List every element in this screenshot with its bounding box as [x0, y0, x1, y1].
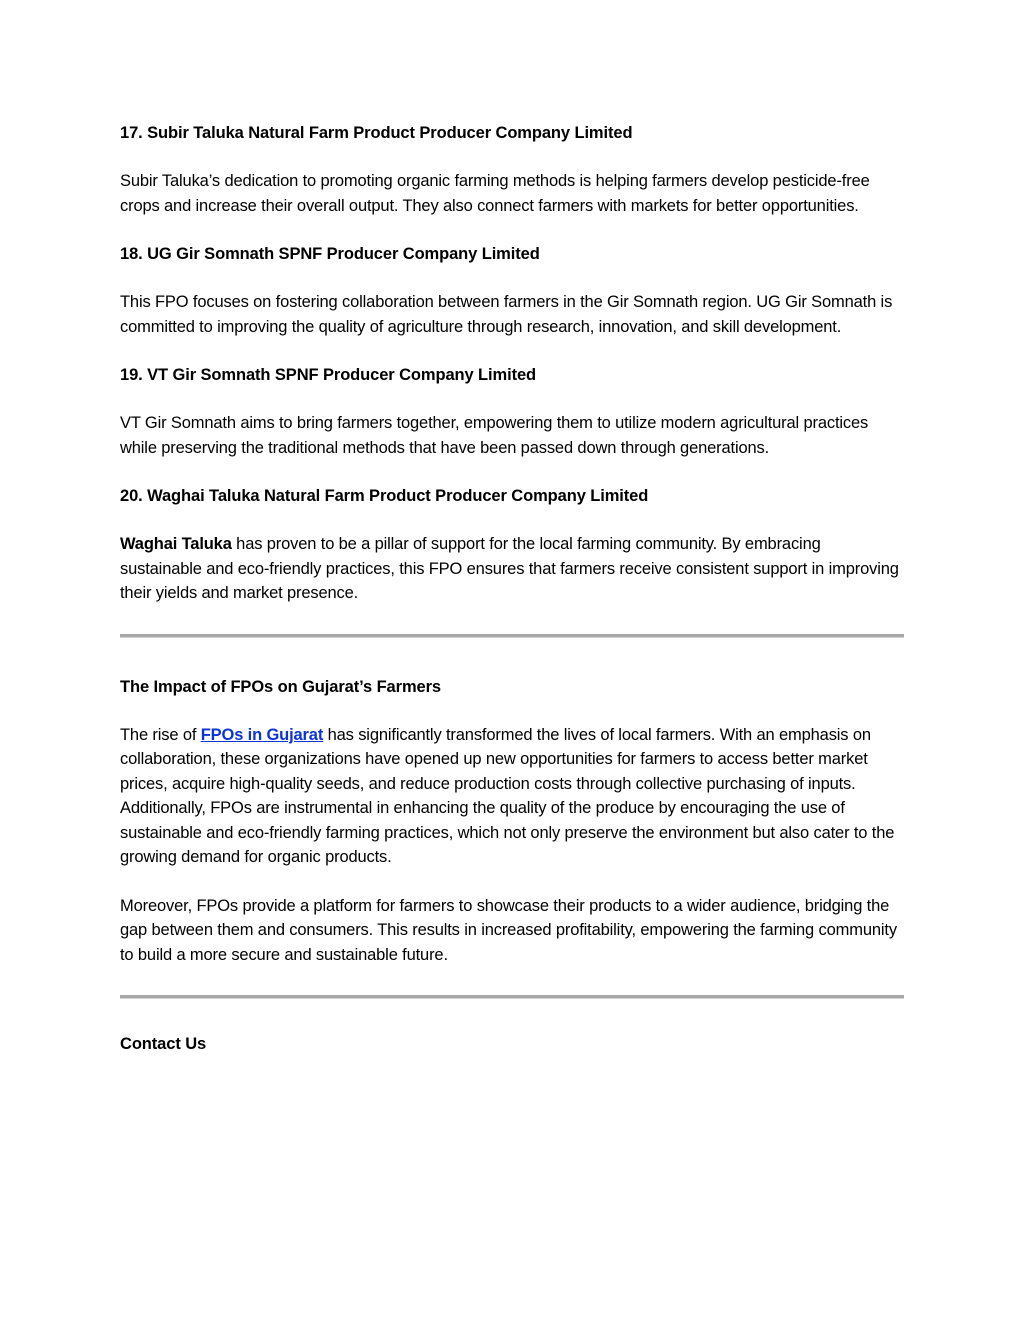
fpos-in-gujarat-link[interactable]: FPOs in Gujarat	[200, 725, 324, 744]
section-heading-18: 18. UG Gir Somnath SPNF Producer Company Limited	[120, 245, 540, 263]
impact-paragraph-1	[120, 723, 904, 870]
section-heading-19: 19. VT Gir Somnath SPNF Producer Company Limited	[120, 366, 537, 384]
section-heading-20: 20. Waghai Taluka Natural Farm Product Producer Company Limited	[120, 487, 649, 505]
impact-p1-rest: has significantly transformed the lives of local farmers. With an emphasis on collaboration, these organizations have opened up new opportunities for farmers to access better market prices, acquire high-quality seeds, and reduce production costs through collective purchasing of inputs. Additionally, FPOs are instrumental in enhancing the quality of the produce by encouraging the use of sustainable and eco-friendly farming practices, which not only preserve the environment but also cater to the growing demand for organic products.	[120, 725, 895, 866]
horizontal-divider	[120, 634, 904, 638]
impact-p1-lead: The rise of	[120, 725, 201, 744]
impact-heading: The Impact of FPOs on Gujarat’s Farmers	[120, 677, 441, 696]
section-heading-17: 17. Subir Taluka Natural Farm Product Producer Company Limited	[120, 124, 633, 142]
impact-paragraph-2: Moreover, FPOs provide a platform for farmers to showcase their products to a wider audience, bridging the gap between them and consumers. This results in increased profitability, empowering the farming community to build a more secure and sustainable future.	[120, 896, 897, 964]
section-body-18: This FPO focuses on fostering collaboration between farmers in the Gir Somnath region. UG Gir Somnath is committed to improving the quality of agriculture through research, innovation, and skill development.	[120, 293, 893, 336]
section-body-20-text: has proven to be a pillar of support for the local farming community. By embracing sustainable and eco-friendly practices, this FPO ensures that farmers receive consistent support in improving their yields and market presence.	[120, 535, 899, 602]
contact-heading: Contact Us	[120, 1035, 207, 1053]
waghai-taluka-bold: Waghai Taluka	[120, 535, 232, 553]
document-page	[120, 121, 904, 1080]
section-body-19: VT Gir Somnath aims to bring farmers together, empowering them to utilize modern agricultural practices while preserving the traditional methods that have been passed down through generations.	[120, 414, 869, 457]
section-body-17: Subir Taluka’s dedication to promoting organic farming methods is helping farmers develop pesticide-free crops and increase their overall output. They also connect farmers with markets for better opportunities.	[120, 172, 870, 215]
horizontal-divider-2	[120, 995, 904, 999]
section-body-20	[120, 532, 904, 606]
